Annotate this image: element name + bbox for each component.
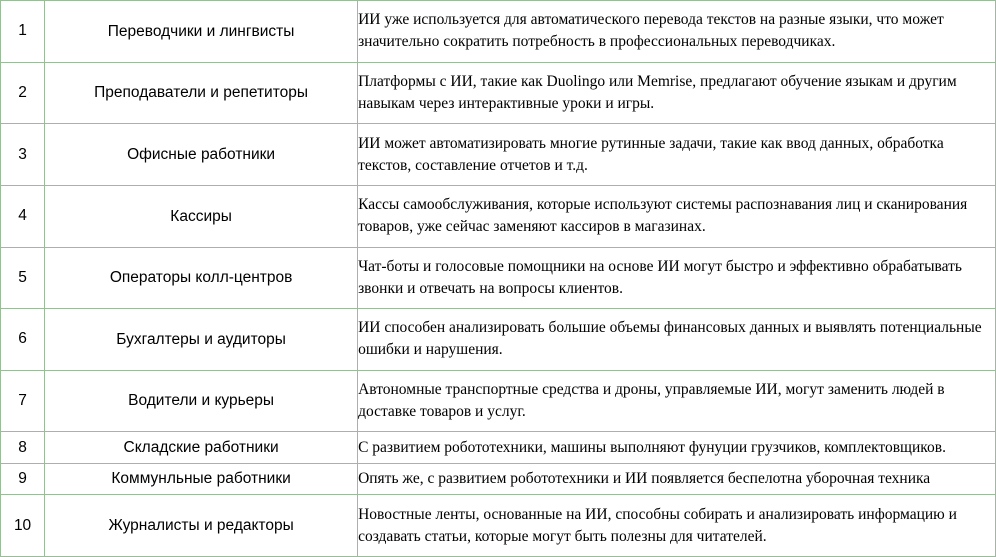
- table-row: [1, 463, 996, 494]
- profession-name: Бухгалтеры и аудиторы: [45, 309, 358, 371]
- table-row: [1, 495, 996, 557]
- row-number: 3: [1, 124, 45, 186]
- table-row: [1, 432, 996, 463]
- row-number: 9: [1, 463, 45, 494]
- row-number: 8: [1, 432, 45, 463]
- table-row-highlighted: [1, 247, 996, 309]
- profession-name: Водители и курьеры: [45, 370, 358, 432]
- profession-name: Журналисты и редакторы: [45, 495, 358, 557]
- profession-description: Кассы самообслуживания, которые используют системы распознавания лиц и сканирования товаров, уже сейчас заменяют кассиров в магазинах.: [358, 185, 996, 247]
- profession-name: Преподаватели и репетиторы: [45, 62, 358, 124]
- profession-name: Коммунльные работники: [45, 463, 358, 494]
- table-row: [1, 309, 996, 371]
- table-body: [1, 1, 996, 557]
- profession-name: Офисные работники: [45, 124, 358, 186]
- row-number: 1: [1, 1, 45, 63]
- profession-name: Переводчики и лингвисты: [45, 1, 358, 63]
- profession-description: Автономные транспортные средства и дроны, управляемые ИИ, могут заменить людей в доставке товаров и услуг.: [358, 370, 996, 432]
- profession-description-selected: Чат-боты и голосовые помощники на основе ИИ могут быстро и эффективно обрабатывать звонки и отвечать на вопросы клиентов.: [358, 247, 996, 309]
- table-row: [1, 185, 996, 247]
- profession-name: Складские работники: [45, 432, 358, 463]
- profession-name: Кассиры: [45, 185, 358, 247]
- row-number: 4: [1, 185, 45, 247]
- table-row: [1, 124, 996, 186]
- profession-description: С развитием робототехники, машины выполняют фунуции грузчиков, комплектовщиков.: [358, 432, 996, 463]
- profession-name: Операторы колл-центров: [45, 247, 358, 309]
- profession-description: ИИ способен анализировать большие объемы финансовых данных и выявлять потенциальные ошибки и нарушения.: [358, 309, 996, 371]
- profession-description: Платформы с ИИ, такие как Duolingo или Memrise, предлагают обучение языкам и другим навыкам через интерактивные уроки и игры.: [358, 62, 996, 124]
- row-number: 10: [1, 495, 45, 557]
- table-row: [1, 1, 996, 63]
- profession-description: Новостные ленты, основанные на ИИ, способны собирать и анализировать информацию и создавать статьи, которые могут быть полезны для читателей.: [358, 495, 996, 557]
- table-row: [1, 62, 996, 124]
- profession-description: ИИ уже используется для автоматического перевода текстов на разные языки, что может значительно сократить потребность в профессиональных переводчиках.: [358, 1, 996, 63]
- table-row: [1, 370, 996, 432]
- row-number: 5: [1, 247, 45, 309]
- profession-description: ИИ может автоматизировать многие рутинные задачи, такие как ввод данных, обработка текстов, составление отчетов и т.д.: [358, 124, 996, 186]
- profession-description: Опять же, с развитием робототехники и ИИ появляется беспелотна уборочная техника: [358, 463, 996, 494]
- row-number: 7: [1, 370, 45, 432]
- row-number: 2: [1, 62, 45, 124]
- row-number: 6: [1, 309, 45, 371]
